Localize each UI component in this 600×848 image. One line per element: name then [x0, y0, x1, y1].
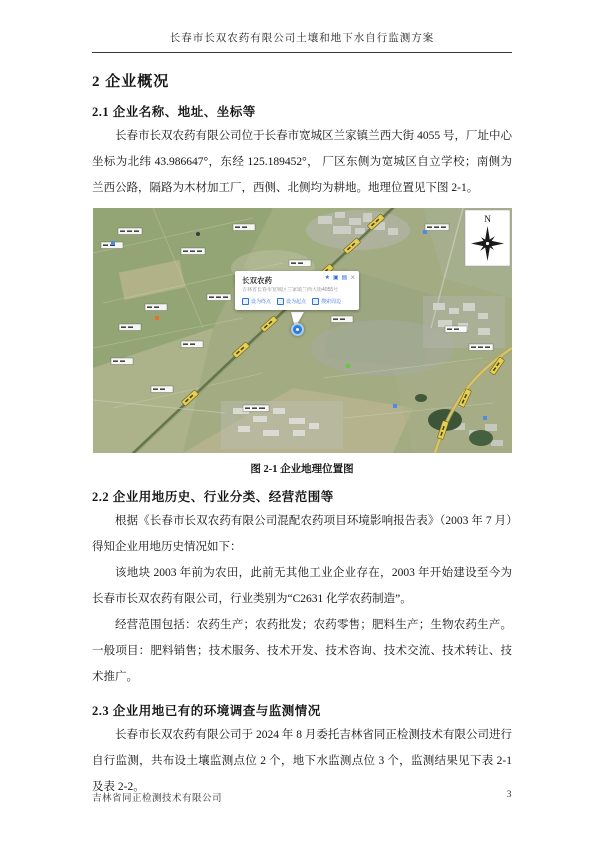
route-start-icon — [277, 298, 284, 305]
section-2-2-heading: 2.2 企业用地历史、行业分类、经营范围等 — [92, 490, 334, 504]
popup-title: 长双农药 — [242, 276, 272, 285]
map-town-right — [423, 296, 505, 348]
map-pond — [469, 430, 493, 446]
share-icon[interactable]: ▣ — [332, 274, 339, 281]
location-map-figure — [93, 208, 512, 453]
compass-rose — [465, 210, 510, 266]
popup-icon-row — [325, 274, 355, 281]
page-header-title: 长春市长双农药有限公司土壤和地下水自行监测方案 — [92, 30, 512, 53]
favorite-icon[interactable]: ★ — [324, 274, 330, 281]
page-footer — [92, 790, 512, 804]
compass-north-label: N — [484, 215, 491, 225]
map-info-popup — [235, 271, 359, 310]
section-2-2-paragraph-1: 根据《长春市长双农药有限公司混配农药项目环境影响报告表》（2003 年 7 月）得知企业用地历史情况如下： — [92, 515, 512, 553]
figure-caption: 图 2-1 企业地理位置图 — [250, 464, 354, 475]
map-industrial-bottom — [221, 401, 343, 449]
popup-address: 吉林省长春市宽城区兰家镇兰西大街4055号 — [242, 287, 339, 293]
search-nearby-link[interactable]: 搜索周边 — [312, 298, 341, 305]
print-icon[interactable]: ▤ — [341, 274, 348, 281]
route-end-icon — [242, 298, 249, 305]
chapter-heading: 2 企业概况 — [92, 74, 170, 90]
nearby-search-icon — [312, 298, 319, 305]
close-icon[interactable]: × — [350, 273, 355, 282]
section-2-3-paragraph: 长春市长双农药有限公司于 2024 年 8 月委托吉林省同正检测技术有限公司进行自行监测，共布设土壤监测点位 2 个，地下水监测点位 3 个，监测结果见下表 2-1 及表 2-2。 — [92, 729, 512, 793]
section-2-1-paragraph: 长春市长双农药有限公司位于长春市宽城区兰家镇兰西大街 4055 号，厂址中心坐标为北纬 43.986647°，东经 125.189452°， 厂区东侧为宽城区自立学校；南侧为兰西公路，隔路为木材加工厂，西侧、北侧均为耕地。地理位置见下图 2-1。 — [92, 130, 512, 194]
map-pond — [415, 394, 427, 402]
section-2-3-heading: 2.3 企业用地已有的环境调查与监测情况 — [92, 704, 321, 718]
section-2-1-heading: 2.1 企业名称、地址、坐标等 — [92, 105, 256, 119]
set-destination-link[interactable]: 设为终点 — [242, 298, 271, 305]
footer-company-name: 吉林省同正检测技术有限公司 — [92, 794, 223, 804]
section-2-2-paragraph-3: 经营范围包括：农药生产；农药批发；农药零售；肥料生产；生物农药生产。一般项目：肥料销售；技术服务、技术开发、技术咨询、技术交流、技术转让、技术推广。 — [92, 619, 512, 683]
popup-links — [242, 298, 352, 305]
location-pin-marker — [291, 323, 304, 336]
page-number: 3 — [506, 790, 512, 800]
section-2-2-paragraph-2: 该地块 2003 年前为农田，此前无其他工业企业存在，2003 年开始建设至今为长春市长双农药有限公司，行业类别为“C2631 化学农药制造”。 — [92, 567, 512, 605]
set-origin-link[interactable]: 设为起点 — [277, 298, 306, 305]
